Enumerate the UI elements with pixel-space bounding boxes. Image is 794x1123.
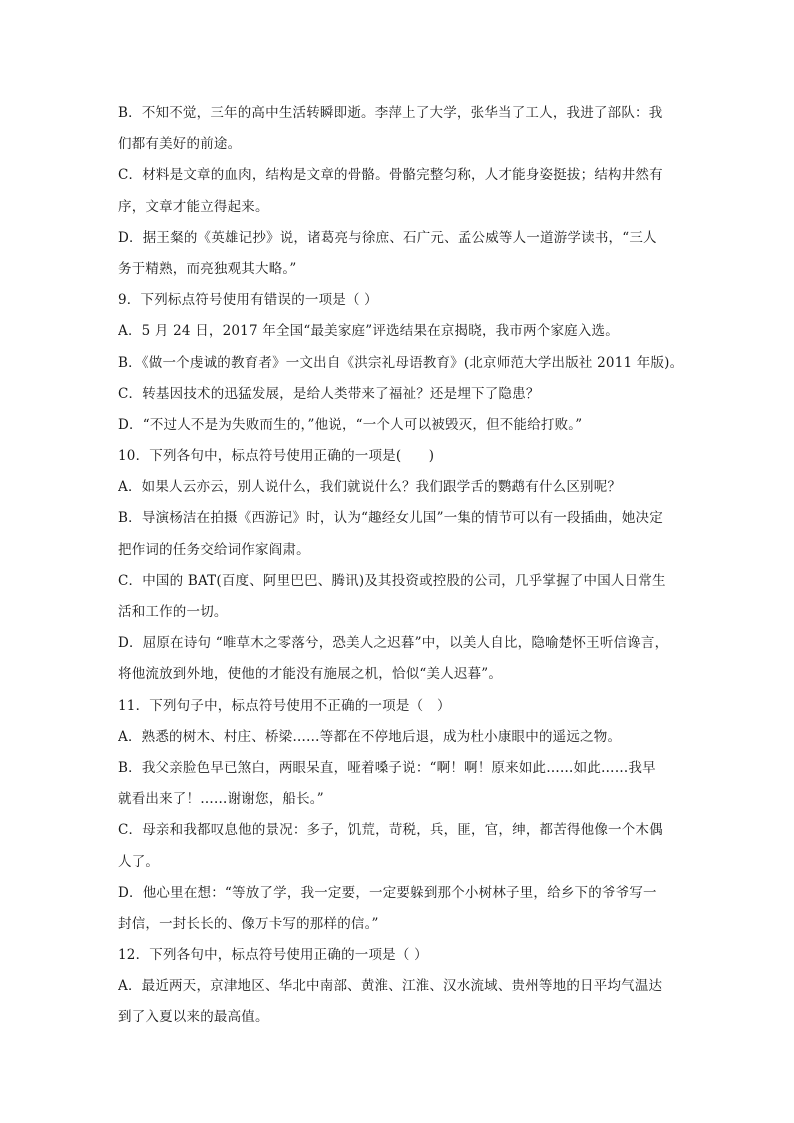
text-line: A．5 月 24 日，2017 年全国“最美家庭”评选结果在京揭晓，我市两个家庭入选。: [118, 323, 619, 340]
text-line: B．导演杨洁在拍摄《西游记》时，认为“趣经女儿国”一集的情节可以有一段插曲，她决定: [118, 510, 663, 527]
text-line: A．最近两天，京津地区、华北中南部、黄淮、江淮、汉水流域、贵州等地的日平均气温达: [118, 978, 663, 995]
text-line: C．中国的 BAT(百度、阿里巴巴、腾讯)及其投资或控股的公司，几乎掌握了中国人日常生: [118, 572, 666, 589]
text-line: D．“不过人不是为失败而生的，”他说，“一个人可以被毁灭，但不能给打败。”: [118, 416, 583, 433]
text-line: 务于精熟，而亮独观其大略。”: [118, 260, 297, 277]
document-body: [118, 98, 688, 1034]
text-line: C．母亲和我都叹息他的景况：多子，饥荒，苛税，兵，匪，官，绅，都苦得他像一个木偶: [118, 822, 663, 839]
text-line: 把作词的任务交给词作家阎肃。: [118, 541, 310, 558]
question-heading: 12．下列各句中，标点符号使用正确的一项是（ ）: [118, 947, 428, 964]
text-line: 序，文章才能立得起来。: [118, 198, 269, 215]
text-line: B．《做一个虔诚的教育者》一文出自《洪宗礼母语教育》(北京师范大学出版社 2011 年版)。: [118, 354, 684, 371]
question-heading: 9．下列标点符号使用有错误的一项是（ ）: [118, 292, 378, 309]
text-line: B．不知不觉，三年的高中生活转瞬即逝。李萍上了大学，张华当了工人，我进了部队：我: [118, 105, 663, 121]
text-line: 活和工作的一切。: [118, 604, 228, 620]
text-line: 到了入夏以来的最高值。: [118, 1009, 269, 1026]
text-line: D．据王粲的《英雄记抄》说，诸葛亮与徐庶、石广元、孟公威等人一道游学读书，“三人: [118, 229, 657, 246]
text-line: D．屈原在诗句 “唯草木之零落兮，恐美人之迟暮”中，以美人自比，隐喻楚怀王听信谗言，: [118, 635, 669, 652]
text-line: D．他心里在想：“等放了学，我一定要，一定要躲到那个小树林子里，给乡下的爷爷写一: [118, 884, 657, 901]
text-line: C．材料是文章的血肉，结构是文章的骨骼。骨骼完整匀称，人才能身姿挺拔；结构井然有: [118, 167, 663, 184]
text-line: 就看出来了！……谢谢您，船长。”: [118, 791, 324, 808]
question-heading: 10．下列各句中，标点符号使用正确的一项是( ): [118, 448, 435, 465]
text-line: B．我父亲脸色早已煞白，两眼呆直，哑着嗓子说：“啊！啊！原来如此……如此……我早: [118, 759, 656, 776]
text-line: 们都有美好的前途。: [118, 136, 242, 153]
text-line: 将他流放到外地，使他的才能没有施展之机，恰似“美人迟暮”。: [118, 666, 503, 683]
text-line: A．如果人云亦云，别人说什么，我们就说什么？我们跟学舌的鹦鹉有什么区别呢？: [118, 479, 622, 496]
text-line: 人了。: [118, 853, 160, 870]
text-line: C．转基因技术的迅猛发展，是给人类带来了福祉？还是埋下了隐患？: [118, 385, 540, 402]
text-line: 封信，一封长长的、像万卡写的那样的信。”: [118, 915, 379, 932]
question-heading: 11．下列句子中，标点符号使用不正确的一项是（ ）: [118, 697, 451, 714]
text-line: A．熟悉的树木、村庄、桥梁……等都在不停地后退，成为杜小康眼中的遥远之物。: [118, 728, 622, 745]
